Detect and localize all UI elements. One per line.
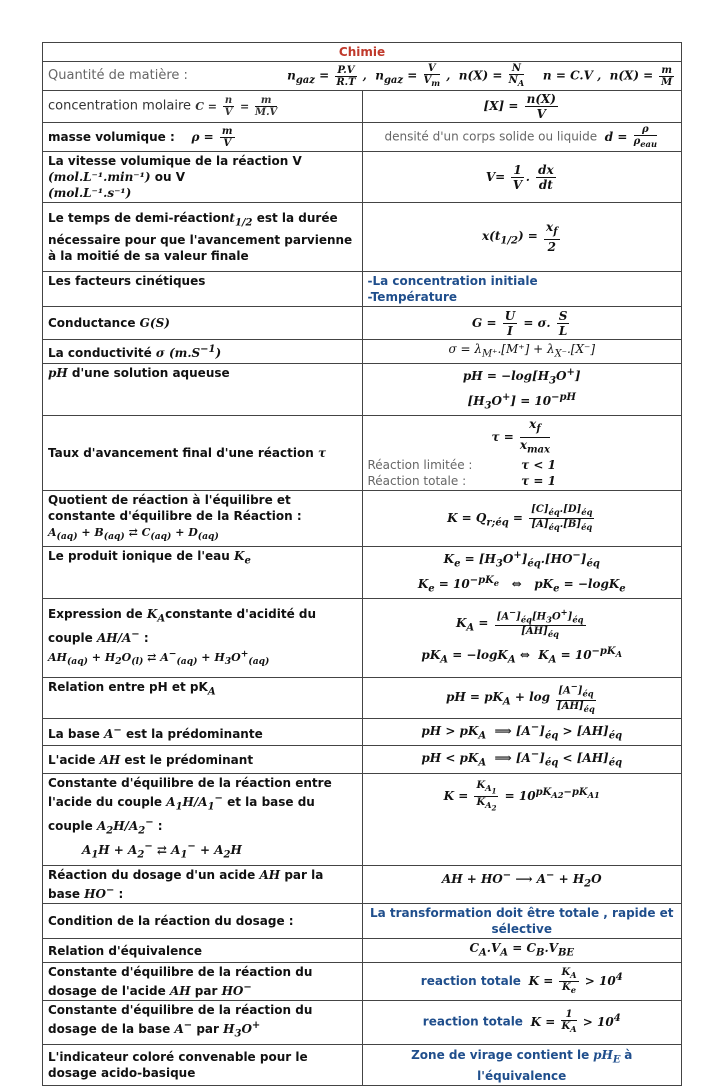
vitesse-formula: V= $\frac{1}{V}$ . $\frac{dx}{dt}$: [485, 162, 554, 192]
table-row: Le produit ionique de l'eau $K_e$ $K_e = [H_3O^+]_{éq}.[HO^-]_{éq}$ $K_e = 10^{-pK_e}$ ⇔ $pK_e = -\log K_e$: [43, 547, 682, 599]
conductivite-formula: $\sigma = \lambda_{M^+}.[M^+] + \lambda_{X^-}.[X^-]$: [448, 342, 596, 360]
title-row: [43, 43, 682, 62]
vitesse-label: La vitesse volumique de la réaction V: [48, 154, 302, 168]
table-row: Réaction du dosage d'un acide AH par la base HO− : AH + HO− ⟶ $A^- + H_2O$: [43, 865, 682, 903]
demi-formula: $x(t_{1/2})$ = $\frac{x_f}{2}$: [481, 219, 558, 255]
concentration-formula: [X] = $\frac{n(X)}{V}$: [483, 92, 556, 121]
base-pred-formula: pH > $pK_A$ ⟹ $[A^-]_{éq} > [AH]_{éq}$: [421, 721, 623, 742]
table-row: Relation d'équivalence $C_A.V_A = C_B.V_{BE}$: [43, 938, 682, 962]
quotient-formula: $K = Q_{r;éq}$ = $\frac{[C]_{éq}.[D]_{éq}}{[A]_{éq}.[B]_{éq}}$: [447, 504, 593, 533]
table-row: Les facteurs cinétiques -La concentration initiale -Température: [43, 272, 682, 307]
ka-formula: $K_A$ = $\frac{[A^-]_{éq}[H_3O^+]_{éq}}{[AH]_{éq}}$ $pK_A = -\log K_A$ ⇔ $K_A = 10^{-pK_A}$: [421, 607, 623, 666]
dosage-formula: AH + HO− ⟶ $A^- + H_2O$: [441, 869, 602, 890]
facteur-item: -La concentration initiale: [367, 274, 538, 288]
ph-formula: pH = $-\log[H_3O^+]$ $[H_3O^+] = 10^{-pH}$: [462, 367, 581, 412]
table-row: L'indicateur coloré convenable pour le dosage acido-basique Zone de virage contient le $pH_E$ à l'équivalence: [43, 1044, 682, 1085]
table-row: Le temps de demi-réactiont$_{1/2}$ est la durée nécessaire pour que l'avancement parvienne à la moitié de sa valeur finale $x(t_{1/2})$ = $\frac{x_f}{2}$: [43, 203, 682, 272]
constante2-formula: K = $\frac{K_{A_1}}{K_{A_2}}$ = $10^{pK_{A2}-pK_{A1}}$: [443, 779, 600, 814]
formula-sheet: [42, 42, 682, 1086]
densite-text: densité d'un corps solide ou liquide: [384, 129, 598, 144]
table-row: La base A− est la prédominante pH > $pK_A$ ⟹ $[A^-]_{éq} > [AH]_{éq}$: [43, 718, 682, 745]
table-row: concentration molaire C = $\frac{n}{V}$ = $\frac{m}{M.V}$ [X] = $\frac{n(X)}{V}$: [43, 91, 682, 123]
table-row: L'acide AH est le prédominant pH < $pK_A$ ⟹ $[A^-]_{éq} < [AH]_{éq}$: [43, 746, 682, 773]
table-row: La vitesse volumique de la réaction V (mol.L⁻¹.min⁻¹) ou V (mol.L⁻¹.s⁻¹) V= $\frac{1}{V}$ . $\frac{dx}{dt}$: [43, 152, 682, 203]
quantite-formulas: $n_{gaz}$ = $\frac{P.V}{R.T}$ , $n_{gaz}$ = $\frac{V}{V_m}$ , n(X) = $\frac{N}{N_A}$ n = C.V , n(X) = $\frac{m}{M}$: [287, 63, 673, 88]
facteur-item: -Température: [367, 290, 458, 304]
table-row: Expression de $K_Aconstante$ d'acidité du couple AH/A− : $AH_{(aq)} + H_2O_{(l)}$ ⇄ $A^-_{(aq)} + H_3O^+_{(aq)}$ $K_A$ = $\frac{[A^-]_{éq}[H_3O^+]_{éq}}{[AH]_{éq}}$ $pK_A = -\log K_A$ ⇔ $K_A = 10^{-pK_A}$: [43, 598, 682, 677]
concentration-label: concentration molaire: [48, 98, 192, 114]
table-row: Quotient de réaction à l'équilibre et constante d'équilibre de la Réaction : $A_{(aq)} + B_{(aq)}$ ⇄ $C_{(aq)} + D_{(aq)}$ $K = Q_{r;éq}$ = $\frac{[C]_{éq}.[D]_{éq}}{[A]_{éq}.[B]_{éq}}$: [43, 490, 682, 546]
chemistry-table: [42, 42, 682, 1086]
acide-pred-formula: pH < $pK_A$ ⟹ $[A^-]_{éq} < [AH]_{éq}$: [421, 749, 623, 769]
produit-formula: $K_e = [H_3O^+]_{éq}.[HO^-]_{éq}$ $K_e = 10^{-pK_e}$ ⇔ $pK_e = -\log K_e$: [417, 550, 626, 594]
table-row: Conductance G(S) G = $\frac{U}{I}$ = σ. $\frac{S}{L}$: [43, 307, 682, 340]
table-row: Condition de la réaction du dosage : La transformation doit être totale , rapide et sélective: [43, 903, 682, 938]
quantite-label: Quantité de matière :: [48, 68, 188, 83]
table-row: La conductivité σ $(m.S^{-1})$ $\sigma = \lambda_{M^+}.[M^+] + \lambda_{X^-}.[X^-]$: [43, 340, 682, 364]
table-row: Constante d'équilibre de la réaction entre l'acide du couple $A_1H/A_1^-$ et la base du couple $A_2H/A_2^-$ : $A_1H + A_2^-$ ⇄ $A_1^- + A_2H$ K = $\frac{K_{A_1}}{K_{A_2}}$ = $10^{pK_{A2}-pK_{A1}}$: [43, 773, 682, 865]
table-row: [43, 62, 682, 91]
table-row: Relation entre pH et $pK_A$ pH = $pK_A + \log$ $\frac{[A^-]_{éq}}{[AH]_{éq}}$: [43, 677, 682, 718]
relation-formula: pH = $pK_A + \log$ $\frac{[A^-]_{éq}}{[AH]_{éq}}$: [445, 681, 595, 714]
table-row: pH d'une solution aqueuse pH = $-\log[H_3O^+]$ $[H_3O^+] = 10^{-pH}$: [43, 364, 682, 416]
table-row: Taux d'avancement final d'une réaction τ τ = $x_f$ $x_{max}$ Réaction limitée : τ < 1 Réaction totale : τ = 1: [43, 416, 682, 491]
equivalence-formula: $C_A.V_A = C_B.V_{BE}$: [469, 940, 575, 959]
conductance-formula: G = $\frac{U}{I}$ = σ. $\frac{S}{L}$: [472, 308, 568, 338]
table-row: Constante d'équilibre de la réaction du dosage de la base A− par $H_3O^+$ reaction totale K = $\frac{1}{K_A}$ > $10^4$: [43, 1001, 682, 1044]
table-row: Constante d'équilibre de la réaction du dosage de l'acide AH par HO− reaction totale K = $\frac{K_A}{K_e}$ > $10^4$: [43, 963, 682, 1001]
condition-value: La transformation doit être totale , rapide et sélective: [362, 903, 682, 938]
masse-label: masse volumique :: [48, 129, 175, 144]
taux-formula: τ = $x_f$ $x_{max}$: [491, 417, 550, 455]
table-row: masse volumique : ρ = $\frac{m}{V}$ densité d'un corps solide ou liquide d = ρ $\rho_{eau}$: [43, 123, 682, 152]
page-title: Chimie: [43, 43, 682, 62]
